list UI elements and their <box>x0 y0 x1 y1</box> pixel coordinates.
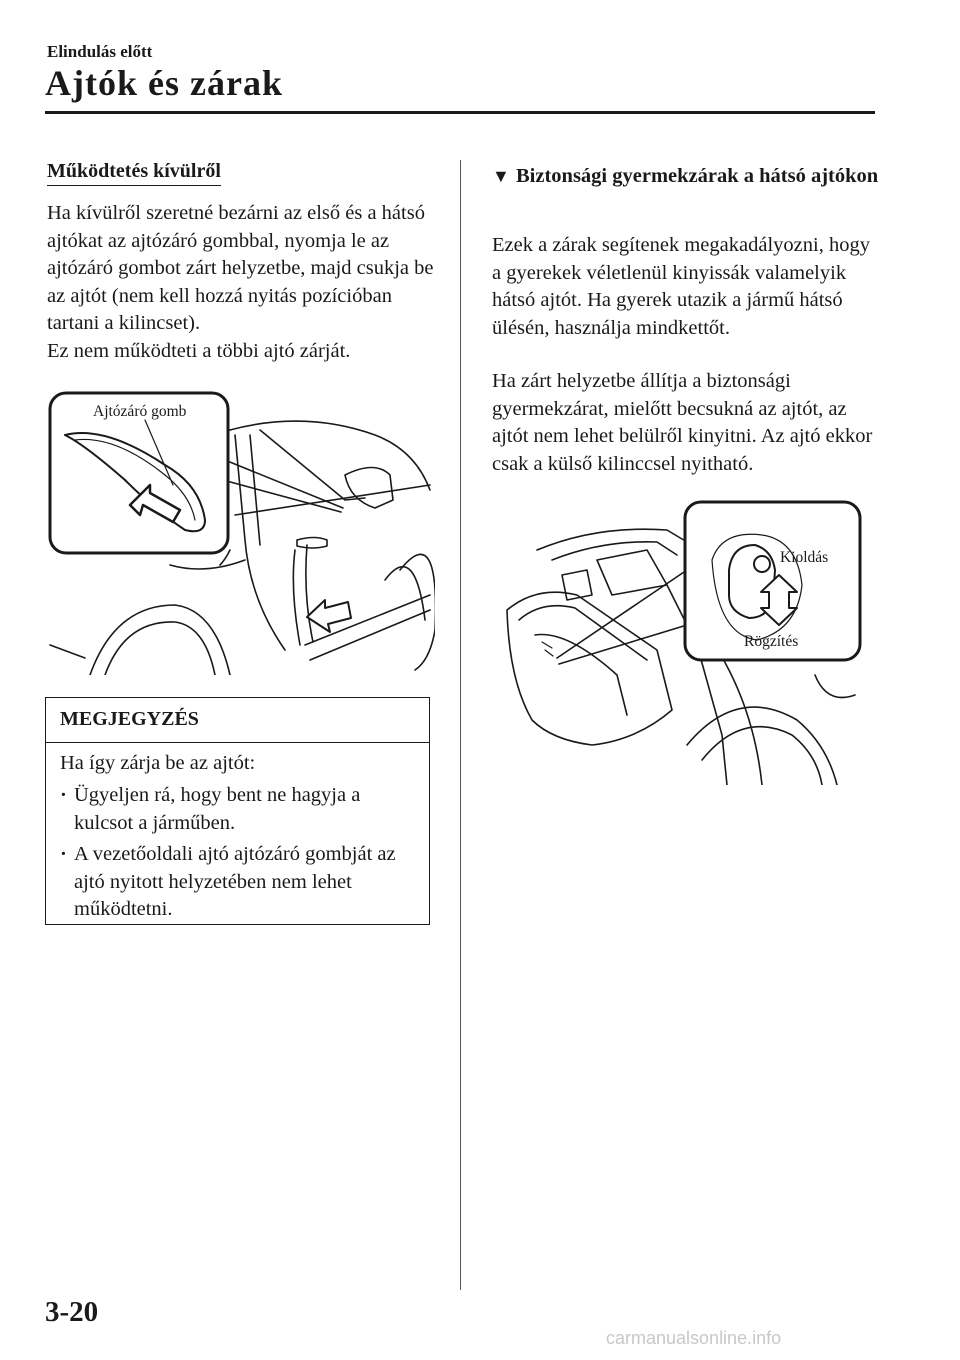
figure-label-release: Kioldás <box>780 549 829 566</box>
footer-watermark: carmanualsonline.info <box>606 1328 782 1348</box>
child-lock-figure <box>497 500 867 785</box>
door-lock-figure <box>45 390 435 675</box>
section-label: Elindulás előtt <box>47 42 153 61</box>
right-paragraph-2: Ha zárt helyzetbe állítja a biztonsági gyermekzárat, mielőtt becsukná az ajtót, az ajtót nem lehet belülről kinyitni. Az ajtó ekkor csak a külső kilinccsel nyitható. <box>492 370 873 475</box>
left-paragraph: Ha kívülről szeretné bezárni az első és a hátsó ajtókat az ajtózáró gombbal, nyomja le az ajtózáró gombot zárt helyzetbe, majd csukja be az ajtót (nem kell hozzá nyitás pozícióban tartani a kilincset). <box>47 202 434 334</box>
column-divider <box>460 160 461 1290</box>
header-rule <box>45 111 875 114</box>
page-title: Ajtók és zárak <box>45 63 283 103</box>
note-box <box>45 697 430 925</box>
note-intro: Ha így zárja be az ajtót: <box>60 752 256 774</box>
note-title: MEGJEGYZÉS <box>60 708 199 730</box>
right-paragraph-1: Ezek a zárak segítenek megakadályozni, hogy a gyerekek véletlenül kinyissák valamelyik hátsó ajtót. Ha gyerek utazik a jármű hátsó ülésén, használja mindkettőt. <box>492 234 870 339</box>
right-section-heading <box>492 162 886 190</box>
left-paragraph-block <box>47 200 447 365</box>
triangle-marker-icon: ▼ <box>492 166 510 186</box>
right-heading-text: Biztonsági gyermekzárak a hátsó ajtókon <box>516 165 879 187</box>
note-divider <box>46 742 429 743</box>
figure-label-lock-button: Ajtózáró gomb <box>93 403 187 420</box>
page-number: 3-20 <box>45 1296 99 1328</box>
figure-label-lock: Rögzítés <box>744 633 799 650</box>
left-section-heading: Működtetés kívülről <box>47 160 221 186</box>
note-list <box>60 782 420 928</box>
note-item: · Ügyeljen rá, hogy bent ne hagyja a kulcsot a járműben. <box>60 782 420 837</box>
note-item: · A vezetőoldali ajtó ajtózáró gombját az ajtó nyitott helyzetében nem lehet működtetni. <box>60 841 420 924</box>
left-paragraph-2: Ez nem működteti a többi ajtó zárját. <box>47 339 351 362</box>
